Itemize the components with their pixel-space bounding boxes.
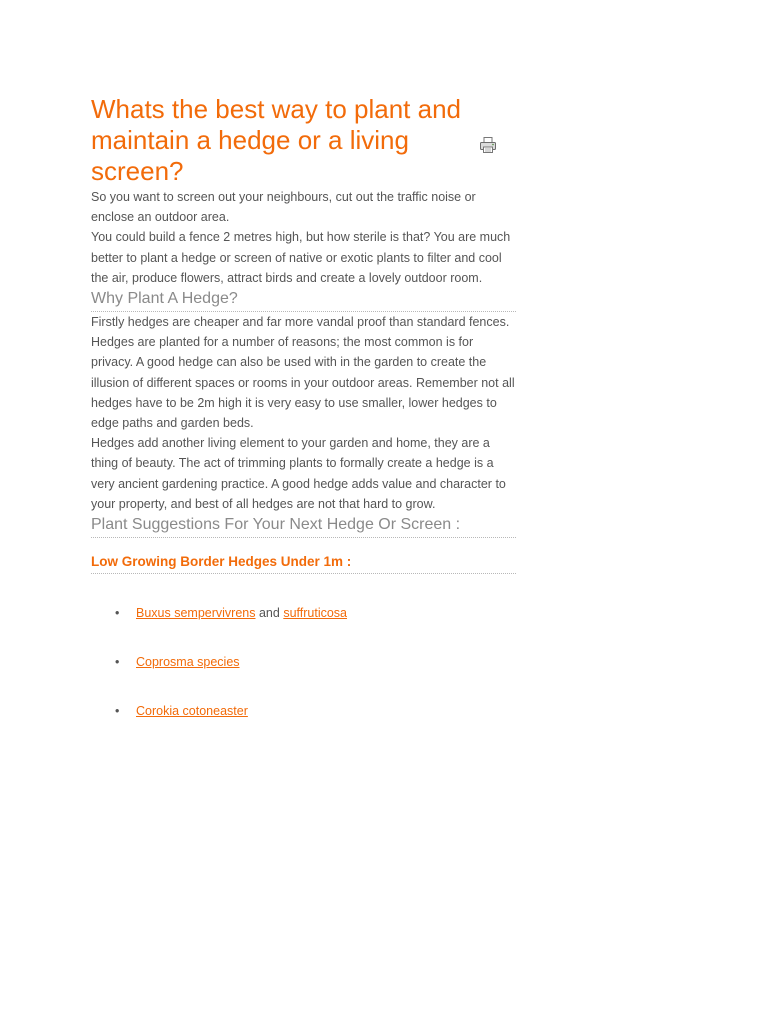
fence-paragraph: You could build a fence 2 metres high, but how sterile is that? You are much better to plant a hedge or screen of native or exotic plants to filter and cool the air, produce flowers, attract birds and create a lovely outdoor room. [91, 230, 511, 285]
bullet: • [115, 704, 120, 719]
intro-paragraph: So you want to screen out your neighbours, cut out the traffic noise or enclose an outdoor area. [91, 190, 476, 225]
buxus-link[interactable]: Buxus sempervivrens [136, 606, 256, 621]
list-joiner: and [255, 606, 284, 621]
page-title: Whats the best way to plant and maintain a hedge or a living screen? [91, 94, 461, 186]
article [91, 94, 516, 751]
list-item [91, 702, 516, 720]
low-growing-heading: Low Growing Border Hedges Under 1m : [91, 553, 516, 574]
corokia-link[interactable]: Corokia cotoneaster [136, 704, 248, 719]
bullet: • [115, 655, 120, 670]
title-row [91, 94, 516, 187]
plant-list [91, 604, 516, 720]
why-heading: Why Plant A Hedge? [91, 288, 516, 312]
coprosma-link[interactable]: Coprosma species [136, 655, 240, 670]
bullet: • [115, 606, 120, 621]
suffruticosa-link[interactable]: suffruticosa [283, 606, 348, 621]
beauty-paragraph: Hedges add another living element to your garden and home, they are a thing of beauty. The act of trimming plants to formally create a hedge is a very ancient gardening practice. A good hedge adds value and character to your property, and best of all hedges are not that hard to grow. [91, 436, 506, 511]
reasons-paragraph: Firstly hedges are cheaper and far more vandal proof than standard fences. Hedges are planted for a number of reasons; the most common is for privacy. A good hedge can also be used with in the garden to create the illusion of different spaces or rooms in your outdoor areas. Remember not all hedges have to be 2m high it is very easy to use smaller, lower hedges to edge paths and garden beds. [91, 315, 515, 431]
list-item [91, 604, 516, 622]
list-item [91, 653, 516, 671]
suggestions-heading: Plant Suggestions For Your Next Hedge Or Screen : [91, 514, 516, 538]
printer-icon[interactable] [479, 136, 497, 154]
